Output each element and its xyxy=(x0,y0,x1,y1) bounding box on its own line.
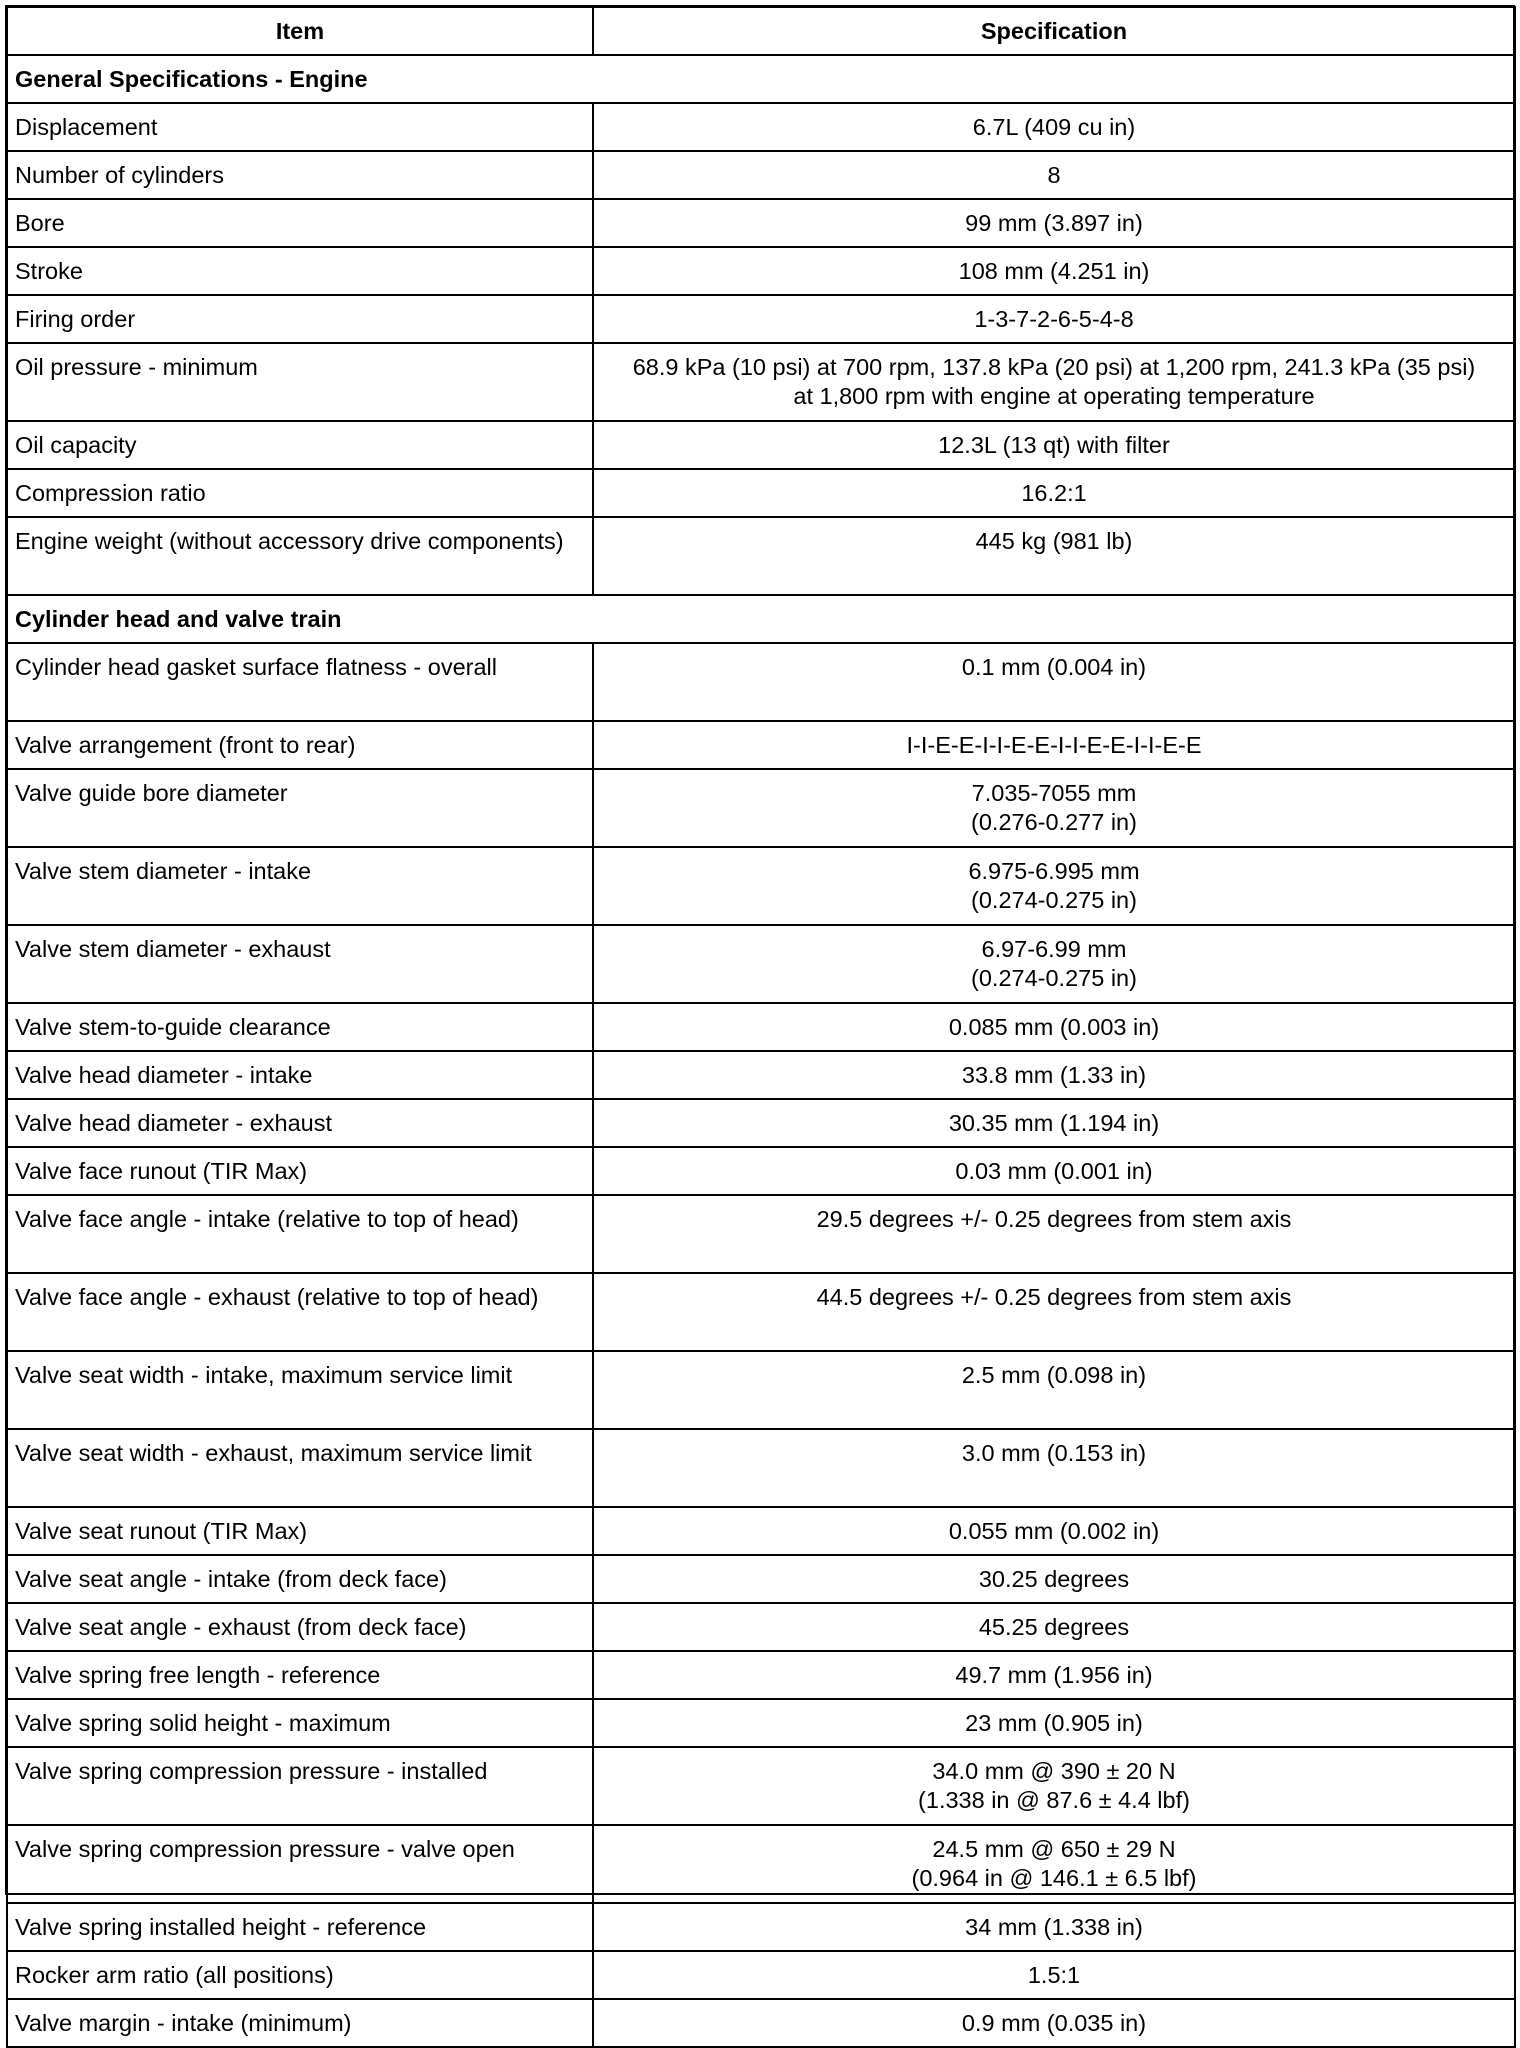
specification-line: 0.055 mm (0.002 in) xyxy=(948,1518,1160,1544)
table-row xyxy=(7,1825,1515,1903)
table-row xyxy=(7,1699,1515,1747)
column-header-specification: Specification xyxy=(593,7,1515,55)
specification-cell xyxy=(593,421,1515,469)
specification-cell xyxy=(593,343,1515,421)
specification-cell xyxy=(593,1351,1515,1429)
specification-cell xyxy=(593,1273,1515,1351)
specification-line: 45.25 degrees xyxy=(978,1614,1130,1640)
item-cell: Valve spring compression pressure - installed xyxy=(7,1747,593,1825)
item-cell: Valve seat width - intake, maximum service limit xyxy=(7,1351,593,1429)
table-row xyxy=(7,1951,1515,1999)
specification-line: 30.25 degrees xyxy=(978,1566,1130,1592)
table-row xyxy=(7,1003,1515,1051)
specification-line: 445 kg (981 lb) xyxy=(975,528,1133,554)
specification-line: 16.2:1 xyxy=(1021,480,1087,506)
table-row xyxy=(7,343,1515,421)
specification-cell xyxy=(593,1003,1515,1051)
table-row xyxy=(7,1555,1515,1603)
table-row xyxy=(7,1999,1515,2047)
specification-cell xyxy=(593,1555,1515,1603)
item-cell: Engine weight (without accessory drive components) xyxy=(7,517,593,595)
item-cell: Valve spring free length - reference xyxy=(7,1651,593,1699)
table-row xyxy=(7,1603,1515,1651)
item-cell: Bore xyxy=(7,199,593,247)
specification-line: 0.03 mm (0.001 in) xyxy=(955,1158,1153,1184)
table-row xyxy=(7,847,1515,925)
specification-cell xyxy=(593,1999,1515,2047)
specification-cell xyxy=(593,1051,1515,1099)
section-header-row xyxy=(7,55,1515,103)
specification-cell xyxy=(593,721,1515,769)
specification-line: 6.975-6.995 mm xyxy=(968,858,1140,884)
item-cell: Rocker arm ratio (all positions) xyxy=(7,1951,593,1999)
specification-cell xyxy=(593,1147,1515,1195)
specification-cell xyxy=(593,1099,1515,1147)
specification-cell xyxy=(593,925,1515,1003)
table-row xyxy=(7,103,1515,151)
table-row xyxy=(7,769,1515,847)
table-row xyxy=(7,1507,1515,1555)
table-row xyxy=(7,1273,1515,1351)
specification-line: 6.7L (409 cu in) xyxy=(972,114,1136,140)
specification-line: 30.35 mm (1.194 in) xyxy=(948,1110,1160,1136)
specification-line: 29.5 degrees +/- 0.25 degrees from stem axis xyxy=(816,1206,1292,1232)
table-row xyxy=(7,1147,1515,1195)
table-row xyxy=(7,199,1515,247)
specification-line: 23 mm (0.905 in) xyxy=(965,1710,1143,1736)
specification-cell xyxy=(593,247,1515,295)
item-cell: Valve stem diameter - intake xyxy=(7,847,593,925)
item-cell: Compression ratio xyxy=(7,469,593,517)
item-cell: Stroke xyxy=(7,247,593,295)
specification-line: 68.9 kPa (10 psi) at 700 rpm, 137.8 kPa (20 psi) at 1,200 rpm, 241.3 kPa (35 psi) xyxy=(632,354,1476,380)
specification-line: (0.276-0.277 in) xyxy=(971,809,1137,835)
specification-cell xyxy=(593,517,1515,595)
table-row xyxy=(7,1903,1515,1951)
item-cell: Valve spring compression pressure - valve open xyxy=(7,1825,593,1903)
section-header-row xyxy=(7,595,1515,643)
specification-cell xyxy=(593,847,1515,925)
specification-line: 3.0 mm (0.153 in) xyxy=(961,1440,1147,1466)
item-cell: Valve seat angle - exhaust (from deck face) xyxy=(7,1603,593,1651)
specification-cell xyxy=(593,1825,1515,1903)
table-row xyxy=(7,1051,1515,1099)
item-cell: Displacement xyxy=(7,103,593,151)
specification-line: (1.338 in @ 87.6 ± 4.4 lbf) xyxy=(918,1787,1190,1813)
table-body xyxy=(7,55,1515,2047)
specification-cell xyxy=(593,1603,1515,1651)
specification-line: 7.035-7055 mm xyxy=(971,780,1137,806)
item-cell: Valve guide bore diameter xyxy=(7,769,593,847)
specification-line: 34 mm (1.338 in) xyxy=(965,1914,1143,1940)
item-cell: Valve face runout (TIR Max) xyxy=(7,1147,593,1195)
column-header-item: Item xyxy=(7,7,593,55)
item-cell: Valve face angle - intake (relative to top of head) xyxy=(7,1195,593,1273)
specification-cell xyxy=(593,643,1515,721)
specification-cell xyxy=(593,199,1515,247)
item-cell: Valve stem diameter - exhaust xyxy=(7,925,593,1003)
table-row xyxy=(7,1351,1515,1429)
table-row xyxy=(7,247,1515,295)
table-row xyxy=(7,295,1515,343)
specification-cell xyxy=(593,1651,1515,1699)
table-header xyxy=(7,7,1515,55)
specification-line: 108 mm (4.251 in) xyxy=(958,258,1150,284)
specification-cell xyxy=(593,1951,1515,1999)
item-cell: Valve seat angle - intake (from deck face) xyxy=(7,1555,593,1603)
table-row xyxy=(7,517,1515,595)
item-cell: Valve spring installed height - reference xyxy=(7,1903,593,1951)
table-row xyxy=(7,643,1515,721)
item-cell: Valve spring solid height - maximum xyxy=(7,1699,593,1747)
specification-cell xyxy=(593,1903,1515,1951)
item-cell: Oil pressure - minimum xyxy=(7,343,593,421)
table-row xyxy=(7,1747,1515,1825)
table-row xyxy=(7,1099,1515,1147)
table-row xyxy=(7,469,1515,517)
specification-line: 99 mm (3.897 in) xyxy=(965,210,1143,236)
item-cell: Valve seat runout (TIR Max) xyxy=(7,1507,593,1555)
item-cell: Firing order xyxy=(7,295,593,343)
specification-table xyxy=(6,6,1516,2048)
specification-line: 44.5 degrees +/- 0.25 degrees from stem axis xyxy=(816,1284,1292,1310)
specification-line: 33.8 mm (1.33 in) xyxy=(961,1062,1147,1088)
specification-line: 1-3-7-2-6-5-4-8 xyxy=(974,306,1134,332)
item-cell: Valve face angle - exhaust (relative to top of head) xyxy=(7,1273,593,1351)
specification-line: (0.274-0.275 in) xyxy=(971,965,1137,991)
item-cell: Valve margin - intake (minimum) xyxy=(7,1999,593,2047)
specification-line: (0.964 in @ 146.1 ± 6.5 lbf) xyxy=(911,1865,1197,1891)
specification-cell xyxy=(593,1429,1515,1507)
specification-line: 1.5:1 xyxy=(1027,1962,1081,1988)
table-row xyxy=(7,1651,1515,1699)
specification-cell xyxy=(593,103,1515,151)
section-title: Cylinder head and valve train xyxy=(7,595,1515,643)
item-cell: Valve head diameter - intake xyxy=(7,1051,593,1099)
specification-line: 6.97-6.99 mm xyxy=(981,936,1127,962)
table-row xyxy=(7,151,1515,199)
specification-line: (0.274-0.275 in) xyxy=(971,887,1137,913)
specification-line: 12.3L (13 qt) with filter xyxy=(938,432,1170,458)
specification-line: 49.7 mm (1.956 in) xyxy=(955,1662,1153,1688)
table-row xyxy=(7,721,1515,769)
table-row xyxy=(7,421,1515,469)
specification-cell xyxy=(593,295,1515,343)
item-cell: Number of cylinders xyxy=(7,151,593,199)
specification-cell xyxy=(593,1699,1515,1747)
specification-cell xyxy=(593,1195,1515,1273)
specification-line: 2.5 mm (0.098 in) xyxy=(961,1362,1147,1388)
item-cell: Valve arrangement (front to rear) xyxy=(7,721,593,769)
table-row xyxy=(7,925,1515,1003)
specification-cell xyxy=(593,151,1515,199)
item-cell: Oil capacity xyxy=(7,421,593,469)
specification-cell xyxy=(593,1507,1515,1555)
specification-line: 0.1 mm (0.004 in) xyxy=(961,654,1147,680)
specification-cell xyxy=(593,469,1515,517)
item-cell: Valve stem-to-guide clearance xyxy=(7,1003,593,1051)
table-row xyxy=(7,1195,1515,1273)
section-title: General Specifications - Engine xyxy=(7,55,1515,103)
specification-line: 8 xyxy=(1047,162,1061,188)
specification-cell xyxy=(593,769,1515,847)
specification-line: 0.085 mm (0.003 in) xyxy=(948,1014,1160,1040)
specification-line: 0.9 mm (0.035 in) xyxy=(961,2010,1147,2036)
specification-line: 24.5 mm @ 650 ± 29 N xyxy=(932,1836,1176,1862)
table-row xyxy=(7,1429,1515,1507)
item-cell: Valve head diameter - exhaust xyxy=(7,1099,593,1147)
header-row xyxy=(7,7,1515,55)
specification-cell xyxy=(593,1747,1515,1825)
item-cell: Cylinder head gasket surface flatness - overall xyxy=(7,643,593,721)
specification-line: I-I-E-E-I-I-E-E-I-I-E-E-I-I-E-E xyxy=(906,732,1202,758)
specification-line: at 1,800 rpm with engine at operating temperature xyxy=(793,383,1315,409)
specification-line: 34.0 mm @ 390 ± 20 N xyxy=(932,1758,1176,1784)
item-cell: Valve seat width - exhaust, maximum service limit xyxy=(7,1429,593,1507)
